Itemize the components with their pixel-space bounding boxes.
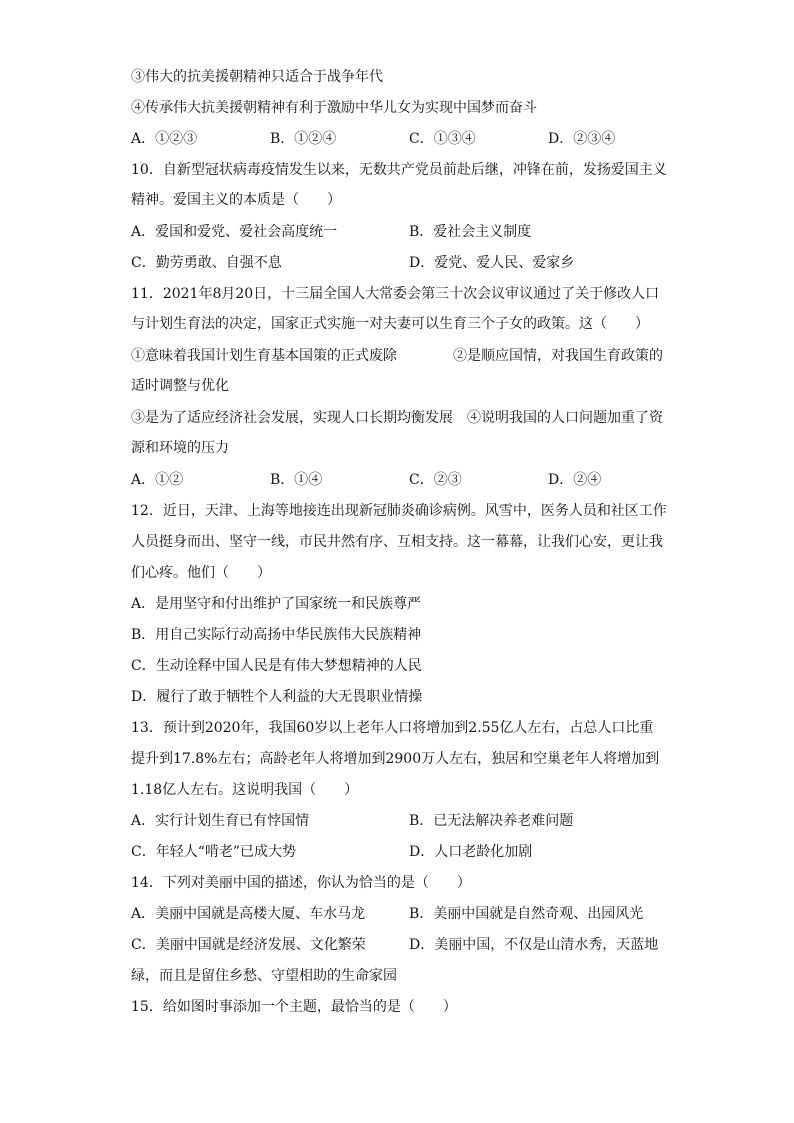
q10-stem-line-2: 精神。爱国主义的本质是（ ） bbox=[131, 192, 341, 208]
q12-stem-line-2: 人员挺身而出、坚守一线，市民井然有序、互相支持。这一幕幕，让我们心安，更让我 bbox=[131, 534, 663, 550]
q10-option-d: D．爱党、爱人民、爱家乡 bbox=[409, 255, 575, 271]
q12-stem-line-3: 们心疼。他们（ ） bbox=[131, 565, 271, 581]
q10-option-c: C．勤劳勇敢、自强不息 bbox=[131, 255, 282, 271]
q11-option-a: A．①② bbox=[131, 472, 184, 488]
q11-statement-line-1: ①意味着我国计划生育基本国策的正式废除 ②是顺应国情，对我国生育政策的 bbox=[131, 348, 663, 364]
q10-option-a: A．爱国和爱党、爱社会高度统一 bbox=[131, 224, 338, 240]
q11-stem-line-2: 与计划生育法的决定，国家正式实施一对夫妻可以生育三个子女的政策。这（ ） bbox=[131, 316, 649, 332]
q13-option-b: B．已无法解决养老难问题 bbox=[409, 813, 574, 829]
q12-stem-line-1: 12．近日，天津、上海等地接连出现新冠肺炎确诊病例。风雪中，医务人员和社区工作 bbox=[131, 503, 667, 519]
q9-option-d: D．②③④ bbox=[548, 131, 616, 147]
q14-option-d: D．美丽中国，不仅是山清水秀，天蓝地 bbox=[409, 937, 659, 953]
q15-stem: 15．给如图时事添加一个主题，最恰当的是（ ） bbox=[131, 999, 457, 1015]
q11-option-d: D．②④ bbox=[548, 472, 602, 488]
q9-option-c: C．①③④ bbox=[409, 131, 476, 147]
q10-option-b: B．爱社会主义制度 bbox=[409, 224, 532, 240]
q14-stem: 14．下列对美丽中国的描述，你认为恰当的是（ ） bbox=[131, 875, 471, 891]
q9-option-b: B．①②④ bbox=[270, 131, 337, 147]
q12-option-c: C．生动诠释中国人民是有伟大梦想精神的人民 bbox=[131, 658, 422, 674]
q13-stem-line-2: 提升到17.8%左右；高龄老年人将增加到2900万人左右，独居和空巢老年人将增加到 bbox=[131, 751, 660, 767]
q12-option-b: B．用自己实际行动高扬中华民族伟大民族精神 bbox=[131, 627, 422, 643]
q12-option-d: D．履行了敢于牺牲个人利益的大无畏职业情操 bbox=[131, 689, 423, 705]
q13-stem-line-3: 1.18亿人左右。这说明我国（ ） bbox=[131, 782, 359, 798]
q9-statement-3: ③伟大的抗美援朝精神只适合于战争年代 bbox=[131, 69, 383, 85]
q11-option-c: C．②③ bbox=[409, 472, 462, 488]
q13-stem-line-1: 13．预计到2020年，我国60岁以上老年人口将增加到2.55亿人左右，占总人口比重 bbox=[131, 720, 654, 736]
q14-option-c: C．美丽中国就是经济发展、文化繁荣 bbox=[131, 937, 366, 953]
q11-stem-line-1: 11．2021年8月20日，十三届全国人大常委会第三十次会议审议通过了关于修改人口 bbox=[131, 286, 660, 302]
q11-statement-line-2: 适时调整与优化 bbox=[131, 378, 229, 394]
q12-option-a: A．是用坚守和付出维护了国家统一和民族尊严 bbox=[131, 596, 422, 612]
q13-option-d: D．人口老龄化加剧 bbox=[409, 844, 533, 860]
q11-statement-line-4: 源和环境的压力 bbox=[131, 440, 229, 456]
q11-option-b: B．①④ bbox=[270, 472, 323, 488]
q14-option-d-continued: 绿，而且是留住乡愁、守望相助的生命家园 bbox=[131, 968, 397, 984]
q10-stem-line-1: 10．自新型冠状病毒疫情发生以来，无数共产党员前赴后继，冲锋在前，发扬爱国主义 bbox=[131, 162, 667, 178]
q13-option-c: C．年轻人“啃老”已成大势 bbox=[131, 844, 297, 860]
q14-option-a: A．美丽中国就是高楼大厦、车水马龙 bbox=[131, 906, 366, 922]
q9-statement-4: ④传承伟大抗美援朝精神有利于激励中华儿女为实现中国梦而奋斗 bbox=[131, 100, 537, 116]
q14-option-b: B．美丽中国就是自然奇观、出园风光 bbox=[409, 906, 644, 922]
q9-option-a: A．①②③ bbox=[131, 131, 198, 147]
q13-option-a: A．实行计划生育已有悖国情 bbox=[131, 813, 310, 829]
q11-statement-line-3: ③是为了适应经济社会发展，实现人口长期均衡发展 ④说明我国的人口问题加重了资 bbox=[131, 410, 663, 426]
